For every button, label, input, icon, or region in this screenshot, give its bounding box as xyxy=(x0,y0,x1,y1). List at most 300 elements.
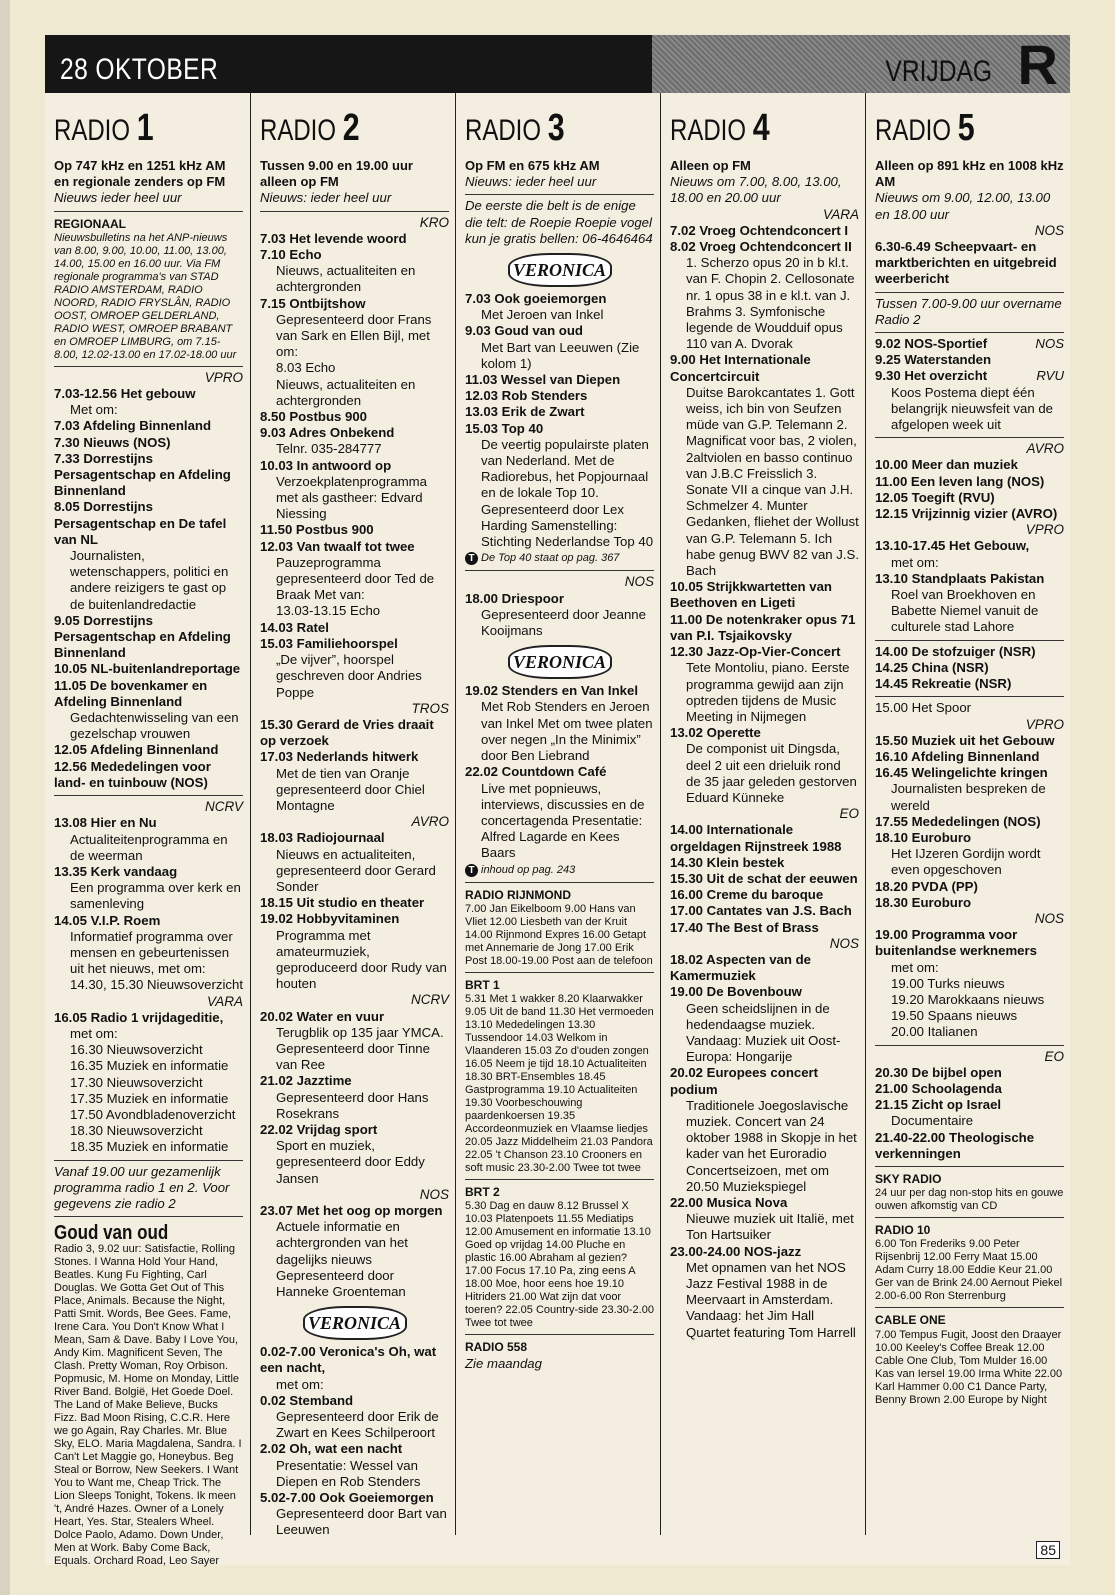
program-item xyxy=(875,352,1064,368)
veronica-logo: VERONICA xyxy=(508,645,612,679)
divider xyxy=(875,292,1064,293)
broadcaster-tag: RVU xyxy=(1036,368,1064,384)
program-item xyxy=(54,418,243,434)
program-item xyxy=(670,1195,859,1244)
program-desc: 14.30, 15.30 Nieuwsoverzicht xyxy=(70,977,244,993)
program-title: 0.02 Stemband xyxy=(260,1392,354,1408)
program-desc: Gepresenteerd door Jeanne Kooijmans xyxy=(481,606,646,639)
program-item xyxy=(54,1042,243,1058)
program-title: 11.00 De notenkraker opus 71 van P.I. Tsjaikovsky xyxy=(670,611,856,643)
program-item xyxy=(54,451,243,500)
program-title: 13.35 Kerk vandaag xyxy=(54,863,178,879)
program-title: 12.03 Van twaalf tot twee xyxy=(260,538,415,554)
divider xyxy=(465,972,654,973)
program-title: 18.03 Radiojournaal xyxy=(260,830,385,846)
program-title: 17.40 The Best of Brass xyxy=(670,919,819,935)
program-list xyxy=(54,386,243,791)
program-title: 10.05 Strijkkwartetten van Beethoven en Ligeti xyxy=(670,579,832,611)
program-desc: Gepresenteerd door Erik de Zwart en Kees Schilperoort xyxy=(276,1409,439,1441)
divider xyxy=(875,1045,1064,1046)
program-desc: Pauzeprogramma gepresenteerd door Ted de Braak Met van: xyxy=(276,554,435,603)
program-item xyxy=(54,977,243,993)
divider xyxy=(54,211,243,212)
program-list xyxy=(670,223,859,806)
program-item xyxy=(465,683,654,764)
program-desc: Live met popnieuws, interviews, discussies en de concertagenda Presentatie: Alfred Lagarde en Kees Baars xyxy=(481,780,645,861)
program-desc: Met opnamen van het NOS Jazz Festival 1988 in de Meervaart in Amsterdam. Vandaag: het Jim Hall Quartet featuring Tom Harrell xyxy=(686,1259,856,1340)
program-item xyxy=(670,903,859,919)
program-desc: met om: xyxy=(276,1376,324,1392)
column-radio-2 xyxy=(250,93,456,1538)
program-item xyxy=(260,1203,449,1300)
program-desc: Actualiteitenprogramma en de weerman xyxy=(70,831,228,863)
binding-strip xyxy=(0,0,10,1595)
broadcaster: NOS xyxy=(624,574,654,590)
program-desc: 18.30 Nieuwsoverzicht xyxy=(70,1123,203,1139)
program-desc: met om: xyxy=(891,959,939,975)
program-title: 14.30 Klein bestek xyxy=(670,854,785,870)
program-title: 7.33 Dorrestijns Persagentschap en Afdeling Binnenland xyxy=(54,450,231,499)
column-title: RADIO 3 xyxy=(465,107,565,149)
program-title: 18.15 Uit studio en theater xyxy=(260,895,425,911)
program-list xyxy=(875,538,1064,635)
program-item xyxy=(260,1393,449,1442)
divider xyxy=(875,1166,1064,1167)
station-intro: Alleen op FM xyxy=(670,158,751,173)
page-number: 85 xyxy=(1036,1541,1060,1559)
program-item xyxy=(875,676,1064,692)
program-title: 7.03 Ook goeiemorgen xyxy=(465,291,607,307)
program-item xyxy=(260,539,449,604)
veronica-logo: VERONICA xyxy=(303,1306,407,1340)
program-item xyxy=(670,239,859,352)
program-desc: Met Rob Stenders en Jeroen van Inkel Met om twee platen over negen „In the Minimix” door Ben Liebrand xyxy=(481,699,653,764)
program-item xyxy=(260,296,449,361)
broadcaster: AVRO xyxy=(411,814,449,830)
program-item xyxy=(875,474,1064,490)
broadcaster: VPRO xyxy=(1025,716,1064,732)
divider xyxy=(54,795,243,796)
program-title: 13.02 Operette xyxy=(670,725,761,741)
broadcaster: VARA xyxy=(206,993,243,1009)
divider xyxy=(54,1160,243,1161)
page-header xyxy=(45,33,1070,96)
broadcaster: NOS xyxy=(829,935,859,951)
program-item xyxy=(875,1008,1064,1024)
program-list xyxy=(465,591,654,640)
program-title: 13.10-17.45 Het Gebouw, xyxy=(875,538,1030,554)
divider xyxy=(875,437,1064,438)
program-desc: Verzoekplatenprogramma met als gastheer: Edvard Niessing xyxy=(276,473,428,522)
divider xyxy=(875,640,1064,641)
program-title: 15.30 Uit de schat der eeuwen xyxy=(670,870,858,886)
program-item xyxy=(260,1073,449,1122)
divider xyxy=(465,570,654,571)
section-head: REGIONAAL xyxy=(54,216,126,231)
program-item xyxy=(465,291,654,323)
program-item xyxy=(875,749,1064,765)
news-schedule: Nieuws ieder heel uur xyxy=(54,190,182,206)
program-list xyxy=(875,457,1064,522)
program-title: 20.30 De bijbel open xyxy=(875,1064,1002,1080)
program-item xyxy=(260,830,449,895)
program-desc: Journalisten bespreken de wereld xyxy=(891,781,1046,813)
program-item xyxy=(875,490,1064,506)
program-desc: Geen scheidslijnen in de hedendaagse muziek. Vandaag: Muziek uit Oost-Europa: Hongarije xyxy=(686,1000,841,1065)
program-item xyxy=(260,522,449,538)
program-title: 7.10 Echo xyxy=(260,247,322,263)
program-item xyxy=(875,895,1064,911)
program-item xyxy=(260,247,449,296)
program-item xyxy=(875,1024,1064,1040)
program-item xyxy=(54,1107,243,1123)
program-title: 22.02 Countdown Café xyxy=(465,764,607,780)
divider xyxy=(875,1217,1064,1218)
program-title: 10.03 In antwoord op xyxy=(260,457,392,473)
program-title: 2.02 Oh, wat een nacht xyxy=(260,1441,403,1457)
veronica-logo: VERONICA xyxy=(508,253,612,287)
program-title: 9.30 Het overzicht RVU xyxy=(875,368,1064,384)
program-list xyxy=(670,952,859,1341)
program-title: 7.30 Nieuws (NOS) xyxy=(54,434,171,450)
broadcaster: NCRV xyxy=(410,992,449,1008)
section-head: CABLE ONE xyxy=(875,1313,946,1328)
program-item xyxy=(465,591,654,640)
section-head: RADIO RIJNMOND xyxy=(465,887,572,902)
program-desc: Telnr. 035-284777 xyxy=(276,441,382,457)
program-title: 19.00 Programma voor buitenlandse werknemers xyxy=(875,927,1037,959)
program-title: 14.03 Ratel xyxy=(260,619,329,635)
program-title: 9.03 Adres Onbekend xyxy=(260,425,395,441)
program-desc: Met Bart van Leeuwen (Zie kolom 1) xyxy=(481,339,640,371)
program-item xyxy=(875,368,1064,433)
broadcaster: KRO xyxy=(419,214,449,230)
program-desc: Documentaire xyxy=(891,1113,974,1129)
program-list xyxy=(54,1010,243,1156)
program-desc: De componist uit Dingsda, deel 2 uit een drieluik rond de 35 jaar geleden gestorven Eduard Künneke xyxy=(686,741,857,805)
program-item xyxy=(260,1344,449,1393)
program-title: 11.03 Wessel van Diepen xyxy=(465,372,621,388)
broadcaster: NOS xyxy=(419,1186,449,1202)
program-title: 23.00-24.00 NOS-jazz xyxy=(670,1243,802,1259)
broadcaster: VARA xyxy=(822,206,859,222)
program-item xyxy=(260,620,449,636)
program-title: 7.03 Afdeling Binnenland xyxy=(54,418,212,434)
program-title: 23.07 Met het oog op morgen xyxy=(260,1203,443,1218)
header-day-panel xyxy=(652,33,1070,96)
program-item xyxy=(54,1091,243,1107)
station-intro: Alleen op 891 kHz en 1008 kHz AM xyxy=(875,158,1064,190)
header-day: VRIJDAG xyxy=(885,55,992,88)
program-title: 12.30 Jazz-Op-Vier-Concert xyxy=(670,644,841,660)
program-item xyxy=(875,830,1064,879)
program-item xyxy=(875,927,1064,976)
program-desc: Met Jeroen van Inkel xyxy=(481,307,604,323)
program-desc: Gepresenteerd door Bart van Leeuwen xyxy=(276,1506,447,1538)
section-head: SKY RADIO xyxy=(875,1171,942,1186)
program-title: 12.15 Vrijzinnig vizier (AVRO) xyxy=(875,506,1058,522)
program-title: 20.02 Water en vuur xyxy=(260,1008,385,1024)
program-item xyxy=(465,404,654,420)
program-list xyxy=(260,231,449,701)
program-title: 14.00 Internationale orgeldagen Rijnstreek 1988 xyxy=(670,822,842,854)
program-desc: 18.35 Muziek en informatie xyxy=(70,1139,229,1155)
program-desc: 19.20 Marokkaans nieuws xyxy=(891,991,1045,1007)
program-item: 15.00 Het Spoor xyxy=(875,700,972,716)
program-desc: Roel van Broekhoven en Babette Niemel vanuit de culturele stad Lahore xyxy=(891,587,1039,635)
footer-note: Vanaf 19.00 uur gezamenlijk programma radio 1 en 2. Voor gegevens zie radio 2 xyxy=(54,1163,230,1211)
program-item xyxy=(875,992,1064,1008)
program-item xyxy=(260,425,449,457)
program-item xyxy=(875,1097,1064,1129)
program-title: 21.02 Jazztime xyxy=(260,1073,352,1089)
program-item xyxy=(54,742,243,758)
divider xyxy=(54,1216,243,1217)
program-item xyxy=(670,920,859,936)
page-ref: T inhoud op pag. 243 xyxy=(465,862,654,878)
t-icon: T xyxy=(465,552,478,565)
program-title: 0.02-7.00 Veronica's Oh, wat een nacht, xyxy=(260,1344,437,1376)
t-icon: T xyxy=(465,864,478,877)
program-list xyxy=(875,336,1064,433)
broadcaster: AVRO xyxy=(1026,441,1064,457)
broadcaster-tag: NOS xyxy=(1035,336,1064,352)
program-title: 19.02 Hobbyvitaminen xyxy=(260,911,400,927)
note: Tussen 7.00-9.00 uur overname Radio 2 xyxy=(875,295,1062,327)
program-title: 8.05 Dorrestijns Persagentschap en De tafel van NL xyxy=(54,499,227,547)
program-desc: De veertig populairste platen van Nederland. Met de Radiorebus, het Popjournaal en de lokale Top 10. Gepresenteerd door Lex Harding Samenstelling: Stichting Nederlandse Top 40 xyxy=(481,436,654,550)
divider xyxy=(875,1307,1064,1308)
program-title: 10.00 Meer dan muziek xyxy=(875,457,1018,473)
section-head: RADIO 10 xyxy=(875,1223,931,1238)
program-item xyxy=(875,1130,1064,1162)
broadcaster: NCRV xyxy=(204,799,243,815)
goud-van-oud-title: Goud van oud xyxy=(54,1222,169,1245)
column-title: RADIO 2 xyxy=(260,107,360,149)
program-item xyxy=(260,911,449,992)
program-desc: 20.00 Italianen xyxy=(891,1024,978,1040)
program-title: 20.02 Europees concert podium xyxy=(670,1065,819,1097)
note: De eerste die belt is de enige die telt: de Roepie Roepie vogel kun je gratis bellen: 06-4646464 xyxy=(465,198,653,246)
program-title: 12.05 Afdeling Binnenland xyxy=(54,742,219,758)
program-item xyxy=(875,1081,1064,1097)
program-list xyxy=(875,239,1064,288)
program-desc: 20.50 Muziekspiegel xyxy=(686,1178,807,1194)
program-item xyxy=(670,1065,859,1178)
program-title: 16.05 Radio 1 vrijdageditie, xyxy=(54,1009,224,1025)
program-title: 7.02 Vroeg Ochtendconcert I xyxy=(670,222,849,238)
program-desc: Traditionele Joegoslavische muziek. Concert van 24 oktober 1988 in Skopje in het kader van het Euroradio Concertseizoen, met om xyxy=(686,1097,857,1178)
program-item xyxy=(260,895,449,911)
program-title: 7.03-12.56 Het gebouw xyxy=(54,386,196,402)
column-title: RADIO 5 xyxy=(875,107,975,149)
program-title: 13.03 Erik de Zwart xyxy=(465,404,585,420)
program-desc: Het IJzeren Gordijn wordt even opgeschoven xyxy=(891,846,1041,878)
program-item xyxy=(260,409,449,425)
program-item xyxy=(670,952,859,984)
program-title: 14.45 Rekreatie (NSR) xyxy=(875,676,1012,692)
program-title: 7.03 Het levende woord xyxy=(260,230,407,246)
goud-van-oud-text: Radio 3, 9.02 uur: Satisfactie, Rolling Stones. I Wanna Hold Your Hand, Beatles. Kung Fu Fighting, Carl Douglas. We Gotta Get Out of This Place, Animals. Because the Night, Patti Smit. Words, Bee Gees. Fame, Irene Cara. You Don't Know What I Mean, Sam & Dave. Baby I Love You, Andy Kim. Magnificent Seven, The Clash. Pretty Woman, Roy Orbison. Popmusic, M. Home on Monday, Little River Band. Bolgië, Het Goede Doel. The Land of Make Believe, Bucks Fizz. Bad Moon Rising, C.C.R. Here we go Again, Ray Charles. Mr. Blue Sky, ELO. Maria Magdalena, Sandra. I Can't Let Maggie go, Honeybus. Beg Steal or Borrow, New Seekers. I Want You to Want me, Cheap Trick. The Lion Sleeps Tonight, Tokens. Ik meen 't, André Hazes. Owner of a Lonely Heart, Yes. Star, Stealers Wheel. Dolce Paolo, Adamo. Down Under, Men at Work. Baby Come Back, Equals. Orchard Road, Leo Sayer xyxy=(54,1243,242,1568)
program-desc: 19.50 Spaans nieuws xyxy=(891,1008,1018,1024)
program-desc: 16.35 Muziek en informatie xyxy=(70,1058,229,1074)
program-desc: Nieuws, actualiteiten en achtergronden xyxy=(276,263,416,295)
program-item xyxy=(875,879,1064,895)
program-list xyxy=(875,1065,1064,1162)
program-item xyxy=(54,759,243,791)
program-title: 13.10 Standplaats Pakistan xyxy=(875,570,1045,586)
program-item xyxy=(670,887,859,903)
section-text: 5.30 Dag en dauw 8.12 Brussel X 10.03 Platenpoets 11.55 Mediatips 12.00 Amusement en informatie 13.10 Goed op vrijdag 14.00 Pluche en plastic 16.00 Abraham al gezien? 17.00 Focus 17.10 Pa, zing eens A 18.00 Moe, hoor eens hoe 19.10 Hitriders 21.00 Wat zijn dat voor toeren? 22.05 Country-side 23.30-2.00 Twee tot twee xyxy=(465,1200,654,1330)
program-item xyxy=(875,506,1064,522)
program-title: 11.00 Een leven lang (NOS) xyxy=(875,473,1045,489)
program-list xyxy=(54,815,243,993)
program-item xyxy=(465,372,654,388)
column-radio-3 xyxy=(455,93,661,1535)
program-item xyxy=(54,661,243,677)
news-schedule: Nieuws om 9.00, 12.00, 13.00 en 18.00 uur xyxy=(875,190,1051,222)
program-list xyxy=(260,1009,449,1187)
program-title: 8.02 Vroeg Ochtendconcert II xyxy=(670,239,852,255)
program-item xyxy=(54,613,243,662)
program-item xyxy=(54,499,243,612)
program-item xyxy=(465,323,654,372)
program-title: 18.00 Driespoor xyxy=(465,590,564,606)
program-item xyxy=(260,1009,449,1074)
program-desc: Gepresenteerd door Hans Rosekrans xyxy=(276,1089,429,1121)
broadcaster: NOS xyxy=(1034,222,1064,238)
program-desc: 8.03 Echo xyxy=(276,360,336,376)
program-desc: Sport en muziek, gepresenteerd door Eddy Jansen xyxy=(276,1138,425,1186)
program-list xyxy=(465,291,654,550)
program-item xyxy=(54,435,243,451)
program-title: 11.05 De bovenkamer en Afdeling Binnenland xyxy=(54,677,208,709)
station-intro: Tussen 9.00 en 19.00 uur alleen op FM xyxy=(260,158,413,190)
program-item xyxy=(875,336,1064,352)
column-radio-4 xyxy=(660,93,866,1535)
program-item xyxy=(260,1490,449,1539)
program-desc: Met om: xyxy=(70,402,118,418)
broadcaster: TROS xyxy=(411,700,449,716)
program-desc: 16.30 Nieuwsoverzicht xyxy=(70,1042,203,1058)
program-item xyxy=(670,822,859,854)
program-desc: 17.30 Nieuwsoverzicht xyxy=(70,1074,203,1090)
program-desc: met om: xyxy=(891,554,939,570)
station-intro: Op FM en 675 kHz AM xyxy=(465,158,600,173)
program-title: 16.10 Afdeling Binnenland xyxy=(875,748,1040,764)
column-radio-1 xyxy=(45,93,250,1568)
divider xyxy=(465,194,654,195)
program-title: 19.00 De Bovenbouw xyxy=(670,984,802,1000)
program-desc: Nieuws en actualiteiten, gepresenteerd door Gerard Sonder xyxy=(276,846,436,894)
program-desc: „De vijver”, hoorspel geschreven door Andries Poppe xyxy=(276,652,422,700)
program-list xyxy=(260,1203,449,1300)
program-item xyxy=(260,636,449,701)
program-item xyxy=(670,579,859,611)
program-title: 16.45 Welingelichte kringen xyxy=(875,765,1048,781)
program-item xyxy=(54,864,243,913)
section-text: 7.00 Jan Eikelboom 9.00 Hans van Vliet 12.00 Liesbeth van der Kruit 14.00 Rijnmond Expres 16.00 Getapt met Annemarie de Jong 17.00 Erik Post 18.00-19.00 Post aan de telefoon xyxy=(465,902,653,967)
program-item xyxy=(670,644,859,725)
program-title: 10.05 NL-buitenlandreportage xyxy=(54,661,241,677)
program-item xyxy=(465,764,654,861)
divider xyxy=(875,332,1064,333)
program-list xyxy=(670,822,859,935)
program-desc: Gepresenteerd door Frans van Sark en Ellen Bijl, met om: xyxy=(276,311,432,360)
column-title: RADIO 4 xyxy=(670,107,770,149)
program-item xyxy=(54,1010,243,1042)
program-item xyxy=(260,231,449,247)
divider xyxy=(260,211,449,212)
program-item xyxy=(260,1122,449,1187)
program-item xyxy=(670,1179,859,1195)
program-title: 9.05 Dorrestijns Persagentschap en Afdeling Binnenland xyxy=(54,612,231,661)
program-item xyxy=(54,386,243,418)
program-title: 14.00 De stofzuiger (NSR) xyxy=(875,643,1036,659)
program-desc: Tete Montoliu, piano. Eerste programma gewijd aan zijn optreden tijdens de Music Meeting in Nijmegen xyxy=(686,660,850,724)
program-item xyxy=(465,421,654,551)
program-list xyxy=(260,1344,449,1538)
divider xyxy=(465,1334,654,1335)
program-desc: 1. Scherzo opus 20 in b kl.t. van F. Chopin 2. Cellosonate nr. 1 opus 38 in e kl.t. van J. Brahms 3. Symfonische legende de Woudduif opus 110 van A. Dvorak xyxy=(686,255,855,352)
program-desc: Met de tien van Oranje gepresenteerd door Chiel Montagne xyxy=(276,765,425,813)
program-item xyxy=(260,458,449,523)
header-date: 28 OKTOBER xyxy=(60,53,219,86)
program-list xyxy=(260,830,449,992)
station-intro: Op 747 kHz en 1251 kHz AM en regionale zenders op FM xyxy=(54,158,226,190)
program-item xyxy=(670,223,859,239)
program-title: 9.00 Het Internationale Concertcircuit xyxy=(670,352,811,384)
section-text: 5.31 Met 1 wakker 8.20 Klaarwakker 9.05 Uit de band 11.30 Het vermoeden 13.10 Mededelingen 13.30 Tussendoor 14.03 Welkom in Vlaanderen 15.03 Zo d'ouden zongen 16.05 Neem je tijd 18.10 Actualiteiten 18.30 BRT-Ensembles 18.45 Gastprogramma 19.10 Actualiteiten 19.30 Voorbeschouwing paardenkoersen 19.35 Accordeonmuziek en Vlaamse liedjes 20.05 Jazz Middelheim 21.03 Pandora 22.05 't Chanson 23.10 Crooners en soft music 23.30-2.00 Twee tot twee xyxy=(465,993,654,1175)
divider xyxy=(465,882,654,883)
broadcaster: VPRO xyxy=(1025,522,1064,538)
divider xyxy=(54,366,243,367)
program-title: 12.56 Mededelingen voor land- en tuinbouw (NOS) xyxy=(54,758,211,790)
broadcaster: EO xyxy=(839,806,859,822)
section-head: RADIO 558 xyxy=(465,1340,528,1355)
section-text: 7.00 Tempus Fugit, Joost den Draayer 10.00 Keeley's Coffee Break 12.00 Cable One Club, Tom Mulder 16.00 Kas van Iersel 19.00 Irma White 22.00 Karl Hammer 0.00 C1 Dance Party, Benny Brown 2.00 Europe by Night xyxy=(875,1328,1063,1406)
section-text: 24 uur per dag non-stop hits en gouwe ouwen afkomstig van CD xyxy=(875,1187,1064,1213)
program-list xyxy=(875,733,1064,911)
program-desc: Een programma over kerk en samenleving xyxy=(70,880,241,912)
program-desc: Nieuwe muziek uit Italië, met Ton Hartsuiker xyxy=(686,1211,854,1243)
program-list xyxy=(465,683,654,861)
program-item xyxy=(670,871,859,887)
program-title: 6.30-6.49 Scheepvaart- en marktberichten en uitgebreid weerbericht xyxy=(875,239,1057,287)
program-item xyxy=(875,644,1064,660)
program-title: 21.40-22.00 Theologische verkenningen xyxy=(875,1129,1035,1161)
program-title: 18.10 Euroburo xyxy=(875,829,972,845)
program-title: 12.05 Toegift (RVU) xyxy=(875,489,995,505)
column-title: RADIO 1 xyxy=(54,107,154,149)
program-desc: Duitse Barokcantates 1. Gott weiss, ich bin von Seufzen müde van G.P. Telemann 2. Magnificat voor bas, 2 violen, 2altviolen en basso continuo van J.B.C Freisslich 3. Sonate VII a cinque van J.H. Schmelzer 4. Munter Gedanken, fliehet der Wollust van G.P. Telemann 5. Ich habe genug BWV 82 van J.S. Bach xyxy=(686,384,860,579)
divider xyxy=(875,696,1064,697)
program-item xyxy=(875,733,1064,749)
program-title: 9.25 Waterstanden xyxy=(875,352,992,368)
program-item xyxy=(875,765,1064,814)
program-title: 16.00 Creme du baroque xyxy=(670,887,824,903)
column-radio-5 xyxy=(865,93,1071,1535)
program-desc: Informatief programma over mensen en gebeurtenissen uit het nieuws, met om: xyxy=(70,928,233,977)
program-item xyxy=(670,855,859,871)
program-item xyxy=(54,678,243,743)
program-desc: 17.35 Muziek en informatie xyxy=(70,1090,229,1106)
program-item xyxy=(875,239,1064,288)
program-item xyxy=(260,749,449,814)
program-title: 15.30 Gerard de Vries draait op verzoek xyxy=(260,716,434,749)
program-item xyxy=(670,725,859,806)
program-item xyxy=(260,603,449,619)
